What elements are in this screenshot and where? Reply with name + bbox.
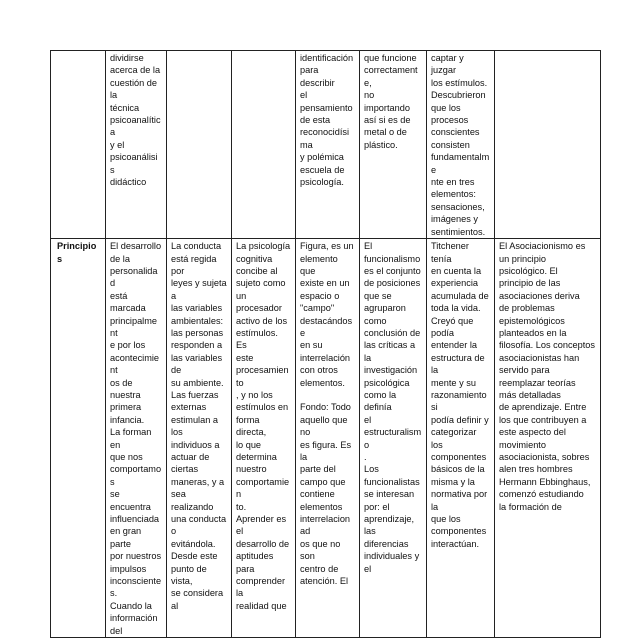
table-cell: El Asociacionismo es un principio psicológico. El principio de las asociaciones deriva de problemas epistemológicos planteados en la filosofía. Los conceptos asociacionistas han servido para reemplazar teorías más detalladas de aprendizaje. Entre los que contribuyen a este aspecto del movimiento asociacionista, sobres alen tres hombres Hermann Ebbinghaus, comenzó estudiando la formación de <box>495 239 601 638</box>
table-cell <box>167 51 232 239</box>
table-cell: La psicología cognitiva concibe al sujeto como un procesador activo de los estímulos. Es este procesamiento , y no los estímulos en forma directa, lo que determina nuestro comportamien to. Aprender es el desarrollo de aptitudes para comprender la realidad que <box>232 239 296 638</box>
table-cell: El funcionalismo es el conjunto de posiciones que se agruparon como conclusión de las críticas a la investigación psicológica como la definía el estructuralismo . Los funcionalistas se interesan por: el aprendizaje, las diferencias individuales y el <box>360 239 427 638</box>
table-cell: captar y juzgar los estímulos. Descubrieron que los procesos conscientes consisten fundamentalme nte en tres elementos: sensaciones, imágenes y sentimientos. <box>427 51 495 239</box>
psychology-schools-table <box>50 50 601 638</box>
row-header <box>51 51 106 239</box>
table-cell: Figura, es un elemento que existe en un espacio o "campo" destacándose en su interrelación con otros elementos. Fondo: Todo aquello que no es figura. Es la parte del campo que contiene elementos interrelacionad os que no son centro de atención. El <box>296 239 360 638</box>
table-cell: identificación para describir el pensamiento de esta reconocidísima y polémica escuela de psicología. <box>296 51 360 239</box>
table-cell: El desarrollo de la personalidad está marcada principalment e por los acontecimient os de nuestra primera infancia. La forman en que nos comportamos se encuentra influenciada en gran parte por nuestros impulsos inconscientes. Cuando la información del <box>106 239 167 638</box>
table-cell <box>232 51 296 239</box>
table-cell: dividirse acerca de la cuestión de la técnica psicoanalítica y el psicoanálisis didáctico <box>106 51 167 239</box>
table-cell: Titchener tenía en cuenta la experiencia acumulada de toda la vida. Creyó que podía entender la estructura de la mente y su razonamiento si podía definir y categorizar los componentes básicos de la misma y la normativa por la que los componentes interactúan. <box>427 239 495 638</box>
table-cell <box>495 51 601 239</box>
row-header: Principios <box>51 239 106 638</box>
table-cell: que funcione correctamente, no importando así si es de metal o de plástico. <box>360 51 427 239</box>
table-row <box>51 239 601 638</box>
table-row <box>51 51 601 239</box>
table-cell: La conducta está regida por leyes y sujeta a las variables ambientales: las personas responden a las variables de su ambiente. Las fuerzas externas estimulan a los individuos a actuar de ciertas maneras, y a sea realizando una conducta o evitándola. Desde este punto de vista, se considera al <box>167 239 232 638</box>
